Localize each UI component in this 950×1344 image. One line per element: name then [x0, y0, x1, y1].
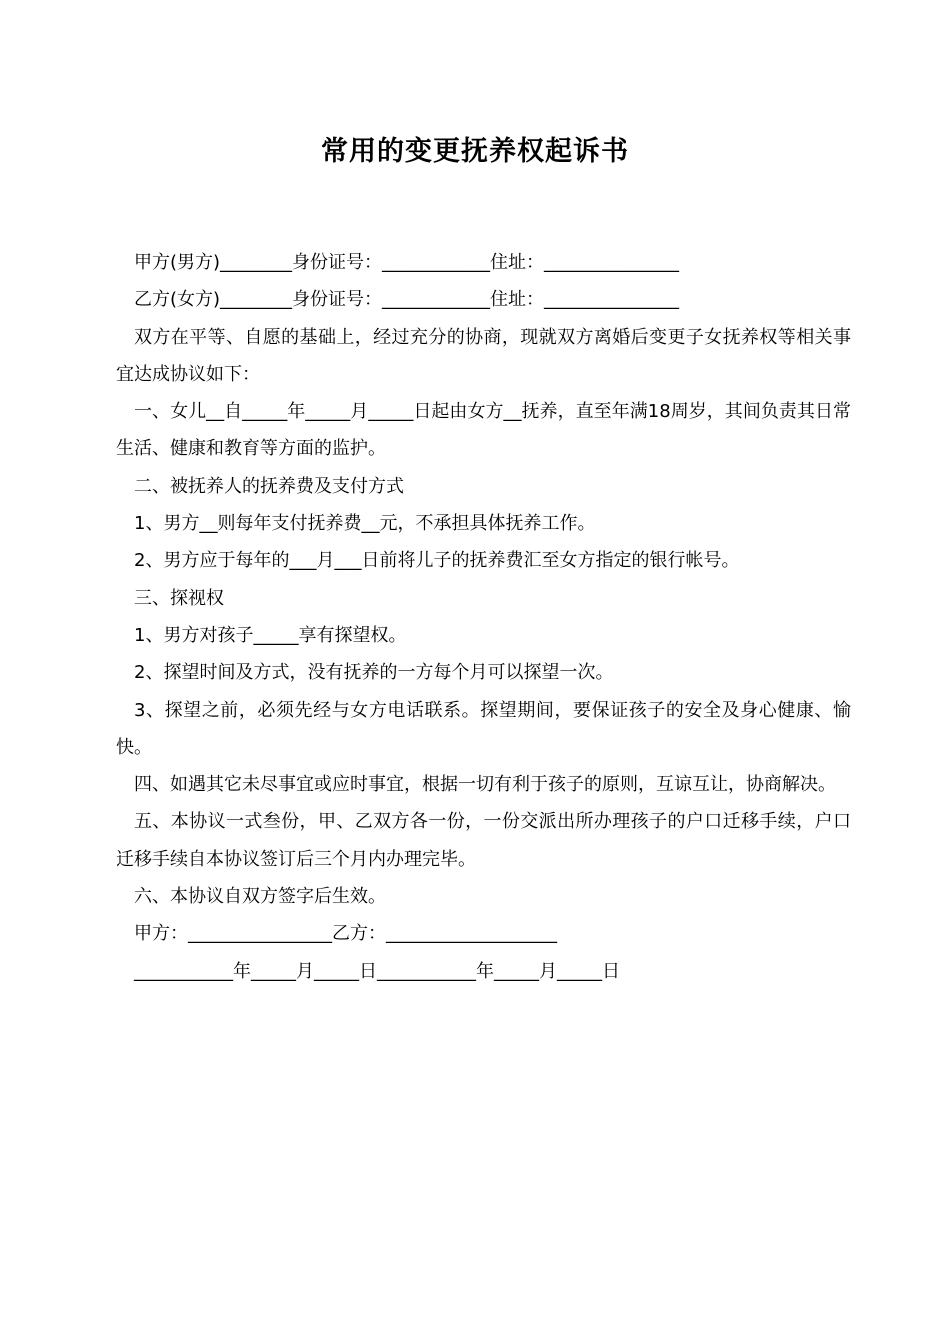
party-a-info-line: 甲方(男方)________身份证号：____________住址：_______________: [134, 252, 680, 273]
clause-3-item-2: 2、探望时间及方式，没有抚养的一方每个月可以探望一次。: [134, 662, 614, 684]
document-title: 常用的变更抚养权起诉书: [321, 136, 629, 167]
clause-2-item-1: 1、男方__则每年支付抚养费__元，不承担具体抚养工作。: [134, 513, 596, 535]
clause-2-item-2: 2、男方应于每年的___月___日前将儿子的抚养费汇至女方指定的银行帐号。: [134, 550, 740, 572]
clause-6: 六、本协议自双方签字后生效。: [134, 886, 386, 908]
clause-5: 五、本协议一式叁份，甲、乙双方各一份，一份交派出所办理孩子的户口迁移手续，户口迁移手续自本协议签订后三个月内办理完毕。: [116, 811, 851, 870]
document-body: [116, 244, 851, 990]
intro-paragraph: 双方在平等、自愿的基础上，经过充分的协商，现就双方离婚后变更子女抚养权等相关事宜达成协议如下：: [116, 326, 851, 385]
clause-3-heading: 三、探视权: [134, 587, 224, 609]
clause-4: 四、如遇其它未尽事宜或应时事宜，根据一切有利于孩子的原则，互谅互让，协商解决。: [134, 774, 836, 796]
clause-3-item-3: 3、探望之前，必须先经与女方电话联系。探望期间，要保证孩子的安全及身心健康、愉快。: [116, 699, 851, 758]
clause-2-heading: 二、被抚养人的抚养费及支付方式: [134, 475, 404, 497]
date-line: ___________年_____月_____日___________年_____月_____日: [134, 960, 620, 982]
clause-1-custody: 一、女儿__自_____年_____月_____日起由女方__抚养，直至年满18周岁，其间负责其日常生活、健康和教育等方面的监护。: [116, 401, 851, 460]
signature-line: 甲方：________________乙方：___________________: [134, 923, 557, 945]
party-b-info-line: 乙方(女方)________身份证号：____________住址：_______________: [134, 289, 680, 311]
clause-3-item-1: 1、男方对孩子_____享有探望权。: [134, 624, 407, 646]
